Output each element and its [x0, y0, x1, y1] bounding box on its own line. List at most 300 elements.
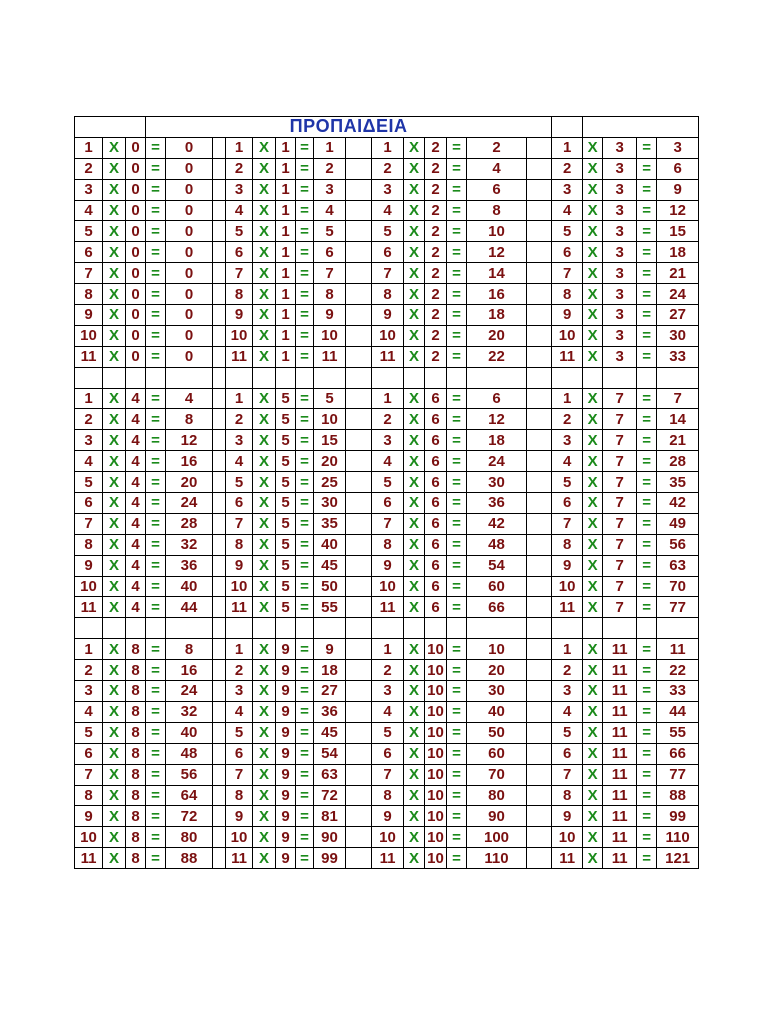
table-multiplier: 8 [126, 660, 146, 681]
times-sign: X [253, 827, 276, 848]
table-multiplier: 2 [425, 242, 447, 263]
table-row [75, 221, 699, 242]
product-value: 88 [166, 848, 213, 869]
table-multiplier: 5 [276, 493, 296, 514]
blank-cell [467, 367, 527, 388]
blank-cell [583, 367, 603, 388]
product-value: 30 [467, 681, 527, 702]
blank-cell [425, 367, 447, 388]
row-factor: 7 [372, 263, 404, 284]
product-value: 24 [467, 451, 527, 472]
product-value: 40 [166, 722, 213, 743]
gap-cell [213, 472, 226, 493]
times-sign: X [583, 701, 603, 722]
row-factor: 8 [552, 284, 583, 305]
times-sign: X [103, 325, 126, 346]
product-value: 12 [166, 430, 213, 451]
gap-cell [527, 472, 552, 493]
table-multiplier: 4 [126, 513, 146, 534]
equals-sign: = [637, 430, 657, 451]
equals-sign: = [296, 451, 314, 472]
row-factor: 5 [372, 221, 404, 242]
product-value: 15 [657, 221, 699, 242]
product-value: 0 [166, 200, 213, 221]
times-sign: X [583, 806, 603, 827]
product-value: 50 [467, 722, 527, 743]
table-multiplier: 2 [425, 346, 447, 367]
equals-sign: = [296, 137, 314, 158]
times-sign: X [404, 848, 425, 869]
gap-cell [213, 660, 226, 681]
times-sign: X [404, 179, 425, 200]
product-value: 66 [467, 597, 527, 618]
times-sign: X [583, 597, 603, 618]
times-sign: X [583, 430, 603, 451]
equals-sign: = [296, 472, 314, 493]
gap-cell [527, 722, 552, 743]
times-sign: X [103, 848, 126, 869]
table-row [75, 513, 699, 534]
table-multiplier: 9 [276, 806, 296, 827]
row-factor: 2 [552, 660, 583, 681]
blank-cell [346, 367, 372, 388]
gap-cell [527, 493, 552, 514]
equals-sign: = [146, 722, 166, 743]
product-value: 30 [314, 493, 346, 514]
product-value: 2 [467, 137, 527, 158]
times-sign: X [103, 221, 126, 242]
gap-cell [346, 576, 372, 597]
blank-cell [657, 618, 699, 639]
times-sign: X [103, 284, 126, 305]
row-factor: 4 [75, 200, 103, 221]
table-multiplier: 8 [126, 639, 146, 660]
times-sign: X [253, 305, 276, 326]
times-sign: X [583, 179, 603, 200]
gap-cell [346, 743, 372, 764]
times-sign: X [103, 785, 126, 806]
times-sign: X [404, 325, 425, 346]
equals-sign: = [447, 242, 467, 263]
row-factor: 11 [372, 597, 404, 618]
gap-cell [213, 785, 226, 806]
product-value: 0 [166, 263, 213, 284]
gap-cell [346, 346, 372, 367]
table-multiplier: 6 [425, 555, 447, 576]
gap-cell [213, 409, 226, 430]
gap-cell [213, 388, 226, 409]
blank-cell [637, 618, 657, 639]
blank-cell [425, 618, 447, 639]
table-multiplier: 2 [425, 137, 447, 158]
row-factor: 5 [372, 722, 404, 743]
gap-cell [213, 346, 226, 367]
table-row [75, 493, 699, 514]
product-value: 99 [657, 806, 699, 827]
table-multiplier: 8 [126, 764, 146, 785]
product-value: 0 [166, 284, 213, 305]
table-row [75, 137, 699, 158]
gap-cell [527, 346, 552, 367]
times-sign: X [253, 764, 276, 785]
times-sign: X [404, 242, 425, 263]
gap-cell [527, 534, 552, 555]
row-factor: 4 [75, 451, 103, 472]
row-factor: 9 [372, 806, 404, 827]
page-title: ΠΡΟΠΑΙΔΕΙΑ [146, 117, 552, 138]
row-factor: 7 [75, 513, 103, 534]
gap-cell [213, 597, 226, 618]
equals-sign: = [296, 263, 314, 284]
product-value: 9 [657, 179, 699, 200]
gap-cell [213, 158, 226, 179]
table-multiplier: 5 [276, 597, 296, 618]
row-factor: 2 [75, 409, 103, 430]
product-value: 36 [314, 701, 346, 722]
row-factor: 9 [372, 305, 404, 326]
table-multiplier: 9 [276, 827, 296, 848]
product-value: 48 [467, 534, 527, 555]
times-sign: X [103, 660, 126, 681]
row-factor: 8 [552, 534, 583, 555]
row-factor: 8 [372, 284, 404, 305]
equals-sign: = [447, 806, 467, 827]
table-multiplier: 7 [603, 597, 637, 618]
product-value: 32 [166, 701, 213, 722]
row-factor: 3 [75, 681, 103, 702]
equals-sign: = [146, 493, 166, 514]
table-multiplier: 1 [276, 284, 296, 305]
product-value: 54 [467, 555, 527, 576]
times-sign: X [583, 513, 603, 534]
row-factor: 4 [552, 451, 583, 472]
product-value: 90 [467, 806, 527, 827]
product-value: 6 [467, 388, 527, 409]
times-sign: X [103, 346, 126, 367]
product-value: 72 [166, 806, 213, 827]
blank-cell [527, 367, 552, 388]
equals-sign: = [296, 827, 314, 848]
row-factor: 6 [372, 242, 404, 263]
times-sign: X [583, 827, 603, 848]
times-sign: X [103, 701, 126, 722]
equals-sign: = [447, 346, 467, 367]
table-row [75, 681, 699, 702]
row-factor: 5 [552, 472, 583, 493]
table-multiplier: 10 [425, 764, 447, 785]
times-sign: X [103, 451, 126, 472]
times-sign: X [404, 701, 425, 722]
gap-cell [346, 639, 372, 660]
row-factor: 11 [226, 346, 253, 367]
gap-cell [527, 242, 552, 263]
gap-cell [527, 555, 552, 576]
product-value: 60 [467, 576, 527, 597]
gap-cell [346, 806, 372, 827]
row-factor: 3 [75, 430, 103, 451]
row-factor: 11 [75, 346, 103, 367]
table-multiplier: 9 [276, 743, 296, 764]
row-factor: 8 [372, 534, 404, 555]
table-row [75, 597, 699, 618]
equals-sign: = [637, 325, 657, 346]
times-sign: X [253, 660, 276, 681]
row-factor: 1 [372, 639, 404, 660]
times-sign: X [583, 681, 603, 702]
times-sign: X [404, 200, 425, 221]
times-sign: X [404, 597, 425, 618]
product-value: 81 [314, 806, 346, 827]
product-value: 44 [657, 701, 699, 722]
equals-sign: = [637, 409, 657, 430]
table-multiplier: 1 [276, 325, 296, 346]
product-value: 56 [166, 764, 213, 785]
gap-cell [346, 388, 372, 409]
equals-sign: = [637, 555, 657, 576]
equals-sign: = [637, 722, 657, 743]
equals-sign: = [447, 179, 467, 200]
row-factor: 3 [552, 681, 583, 702]
product-value: 77 [657, 597, 699, 618]
table-multiplier: 1 [276, 263, 296, 284]
gap-cell [527, 137, 552, 158]
gap-cell [527, 785, 552, 806]
table-multiplier: 0 [126, 325, 146, 346]
product-value: 27 [657, 305, 699, 326]
product-value: 24 [166, 493, 213, 514]
equals-sign: = [296, 722, 314, 743]
row-factor: 9 [226, 555, 253, 576]
product-value: 40 [166, 576, 213, 597]
equals-sign: = [637, 263, 657, 284]
product-value: 70 [657, 576, 699, 597]
times-sign: X [583, 158, 603, 179]
gap-cell [213, 681, 226, 702]
table-multiplier: 7 [603, 576, 637, 597]
blank-cell [146, 367, 166, 388]
product-value: 54 [314, 743, 346, 764]
gap-cell [213, 743, 226, 764]
gap-cell [213, 179, 226, 200]
gap-cell [527, 597, 552, 618]
times-sign: X [404, 158, 425, 179]
table-multiplier: 7 [603, 493, 637, 514]
times-sign: X [253, 137, 276, 158]
table-multiplier: 6 [425, 409, 447, 430]
blank-cell [276, 367, 296, 388]
times-sign: X [404, 576, 425, 597]
row-factor: 11 [75, 848, 103, 869]
equals-sign: = [637, 534, 657, 555]
gap-cell [527, 325, 552, 346]
table-multiplier: 8 [126, 848, 146, 869]
gap-cell [346, 534, 372, 555]
row-factor: 8 [552, 785, 583, 806]
table-multiplier: 0 [126, 158, 146, 179]
product-value: 0 [166, 242, 213, 263]
product-value: 30 [467, 472, 527, 493]
table-multiplier: 3 [603, 221, 637, 242]
equals-sign: = [637, 451, 657, 472]
product-value: 63 [314, 764, 346, 785]
equals-sign: = [146, 430, 166, 451]
equals-sign: = [447, 451, 467, 472]
product-value: 88 [657, 785, 699, 806]
row-factor: 7 [552, 513, 583, 534]
blank-cell [404, 367, 425, 388]
row-factor: 8 [75, 534, 103, 555]
table-multiplier: 4 [126, 534, 146, 555]
gap-cell [346, 179, 372, 200]
table-multiplier: 11 [603, 639, 637, 660]
gap-cell [213, 263, 226, 284]
times-sign: X [583, 576, 603, 597]
product-value: 25 [314, 472, 346, 493]
times-sign: X [253, 346, 276, 367]
gap-cell [527, 743, 552, 764]
gap-cell [346, 785, 372, 806]
product-value: 36 [467, 493, 527, 514]
times-sign: X [583, 200, 603, 221]
table-multiplier: 2 [425, 305, 447, 326]
table-row [75, 534, 699, 555]
times-sign: X [103, 430, 126, 451]
table-multiplier: 6 [425, 597, 447, 618]
table-multiplier: 4 [126, 430, 146, 451]
product-value: 6 [314, 242, 346, 263]
row-factor: 6 [75, 493, 103, 514]
blank-cell [226, 618, 253, 639]
product-value: 42 [657, 493, 699, 514]
equals-sign: = [447, 639, 467, 660]
equals-sign: = [447, 722, 467, 743]
times-sign: X [583, 388, 603, 409]
times-sign: X [253, 743, 276, 764]
row-factor: 1 [552, 388, 583, 409]
blank-cell [75, 367, 103, 388]
product-value: 10 [467, 221, 527, 242]
equals-sign: = [296, 513, 314, 534]
table-multiplier: 11 [603, 827, 637, 848]
equals-sign: = [296, 743, 314, 764]
equals-sign: = [296, 430, 314, 451]
row-factor: 7 [552, 764, 583, 785]
row-factor: 11 [372, 848, 404, 869]
gap-cell [346, 284, 372, 305]
equals-sign: = [146, 346, 166, 367]
times-sign: X [253, 409, 276, 430]
gap-cell [346, 200, 372, 221]
table-multiplier: 10 [425, 743, 447, 764]
row-factor: 4 [552, 200, 583, 221]
table-row [75, 430, 699, 451]
gap-cell [527, 576, 552, 597]
row-factor: 9 [552, 806, 583, 827]
gap-cell [527, 388, 552, 409]
row-factor: 9 [75, 555, 103, 576]
row-factor: 9 [226, 806, 253, 827]
product-value: 5 [314, 221, 346, 242]
row-factor: 3 [552, 430, 583, 451]
times-sign: X [253, 785, 276, 806]
equals-sign: = [637, 576, 657, 597]
equals-sign: = [637, 639, 657, 660]
product-value: 40 [314, 534, 346, 555]
row-factor: 10 [372, 576, 404, 597]
times-sign: X [583, 242, 603, 263]
equals-sign: = [447, 513, 467, 534]
product-value: 110 [467, 848, 527, 869]
times-sign: X [253, 284, 276, 305]
equals-sign: = [296, 305, 314, 326]
row-factor: 11 [372, 346, 404, 367]
table-multiplier: 7 [603, 388, 637, 409]
product-value: 44 [166, 597, 213, 618]
equals-sign: = [637, 472, 657, 493]
gap-cell [346, 409, 372, 430]
equals-sign: = [296, 325, 314, 346]
table-multiplier: 1 [276, 305, 296, 326]
product-value: 2 [314, 158, 346, 179]
blank-cell [126, 618, 146, 639]
gap-cell [213, 451, 226, 472]
gap-cell [346, 493, 372, 514]
gap-cell [213, 576, 226, 597]
equals-sign: = [637, 513, 657, 534]
equals-sign: = [296, 493, 314, 514]
gap-cell [213, 534, 226, 555]
product-value: 121 [657, 848, 699, 869]
gap-cell [213, 242, 226, 263]
table-multiplier: 11 [603, 764, 637, 785]
equals-sign: = [296, 221, 314, 242]
equals-sign: = [296, 284, 314, 305]
product-value: 10 [314, 325, 346, 346]
row-factor: 7 [552, 263, 583, 284]
table-multiplier: 1 [276, 158, 296, 179]
gap-cell [213, 430, 226, 451]
times-sign: X [404, 493, 425, 514]
table-multiplier: 5 [276, 576, 296, 597]
times-sign: X [103, 263, 126, 284]
times-sign: X [253, 493, 276, 514]
blank-cell [253, 618, 276, 639]
product-value: 14 [657, 409, 699, 430]
table-multiplier: 5 [276, 451, 296, 472]
table-multiplier: 10 [425, 639, 447, 660]
table-multiplier: 0 [126, 137, 146, 158]
times-sign: X [103, 597, 126, 618]
row-factor: 7 [75, 764, 103, 785]
gap-cell [346, 242, 372, 263]
table-multiplier: 5 [276, 388, 296, 409]
row-factor: 9 [372, 555, 404, 576]
equals-sign: = [637, 221, 657, 242]
row-factor: 1 [226, 639, 253, 660]
product-value: 24 [166, 681, 213, 702]
table-multiplier: 7 [603, 409, 637, 430]
times-sign: X [253, 263, 276, 284]
row-factor: 6 [226, 242, 253, 263]
table-multiplier: 11 [603, 660, 637, 681]
equals-sign: = [447, 409, 467, 430]
equals-sign: = [447, 701, 467, 722]
table-row [75, 346, 699, 367]
table-multiplier: 8 [126, 722, 146, 743]
row-factor: 3 [75, 179, 103, 200]
row-factor: 4 [552, 701, 583, 722]
row-factor: 8 [226, 284, 253, 305]
